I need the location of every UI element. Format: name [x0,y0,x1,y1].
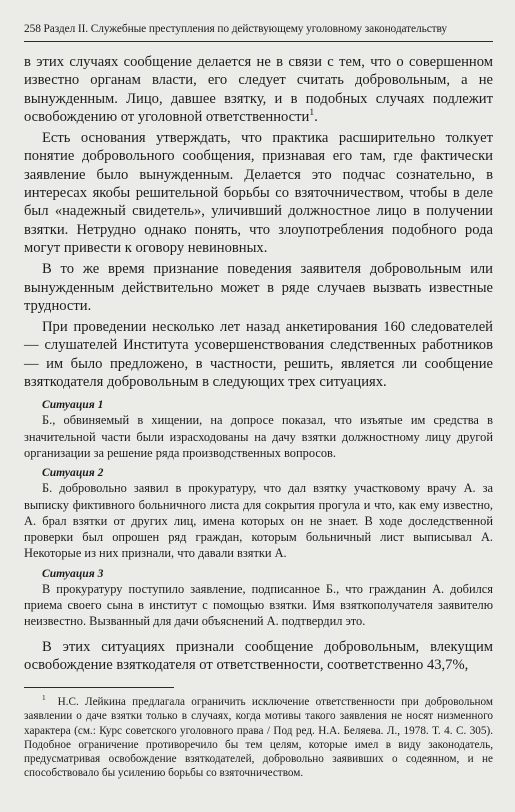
situation-title: Ситуация 2 [42,466,104,480]
situations-block [24,397,493,629]
footnote-reference: 1 [309,108,315,119]
closing-paragraph: В этих ситуациях признали сообщение добровольным, влекущим освобождение взяткодателя от ответственности, соответственно 43,7%, [24,638,493,673]
situation-text: Б. добровольно заявил в прокуратуру, что дал взятку участковому врачу А. за выписку фиктивного больничного листа для сокрытия прогула и что, как ему известно, А. брал взятки от других лиц, имена которых он не знает. В ходе доследственной проверки был опрошен ряд граждан, которым больничный лист выписывал А. Некоторые из них признали, что давали взятки А. [24,481,493,561]
paragraph-2: Есть основания утверждать, что практика расширительно толкует понятие добровольного сообщения, признавая его там, где фактически заявление было вынужденным. Делается это подчас сознательно, в интересах якобы решительной борьбы со взяточничеством, чтобы в деле был «надежный свидетель», уличивший должностное лицо в получении взятки. Нетрудно однако понять, что злоупотребления подобного рода могут привести к оговору невиновных. [24,130,493,256]
paragraph-3: В то же время признание поведения заявителя добровольным или вынужденным действительно может в ряде случаев вызвать известные трудности. [24,261,493,314]
situation-3 [24,566,493,630]
paragraph-4: При проведении несколько лет назад анкетирования 160 следователей — слушателей Института усовершенствования следственных работников — им было предложено, в частности, решить, является ли сообщение взяткодателя добровольным в следующих трех ситуациях. [24,319,493,391]
footnote-marker: 1 [42,694,46,703]
footnote-text: Н.С. Лейкина предлагала ограничить исключение ответственности при добровольном заявлении о даче взятки только в случаях, когда мотивы такого заявления не носят низменного характера (см.: Курс советского уголовного права / Под ред. Н.А. Беляева. Л., 1978. Т. 4. С. 305). Подобное ограничение противоречило бы тем целям, которые имел в виду законодатель, предусматривая освобождение взяткодателей, добровольно заявивших о содеянном, и не способствовало бы усилению борьбы со взяточничеством. [24,696,493,780]
footnote [24,695,493,780]
situation-title: Ситуация 3 [42,566,104,580]
paragraph-1-end: . [314,108,318,125]
header-rule [24,41,493,42]
main-text [24,53,493,391]
situation-1 [24,397,493,461]
running-head: 258 Раздел II. Служебные преступления по действующему уголовному законодательству [24,23,448,35]
paragraph-1-text: в этих случаях сообщение делается не в связи с тем, что о совершенном известно органам власти, его следует считать добровольным, а не вынужденным. Лицо, давшее взятку, и в подобных случаях подлежит освобождению от уголовной ответственности [24,54,493,125]
situation-text: Б., обвиняемый в хищении, на допросе показал, что изъятые им средства в значительной части были израсходованы на дачу взятки должностному лицу другой организации за решение ряда производственных вопросов. [24,413,493,460]
situation-title: Ситуация 1 [42,398,104,412]
situation-text: В прокуратуру поступило заявление, подписанное Б., что гражданин А. добился приема своего сына в институт с помощью взятки. Имя взяткополучателя заявителю неизвестно. Вызванный для дачи объяснений А. подтвердил это. [24,581,493,629]
situation-2 [24,465,493,561]
paragraph-1 [24,53,493,126]
closing-text [24,638,493,675]
footnote-rule [24,687,174,688]
